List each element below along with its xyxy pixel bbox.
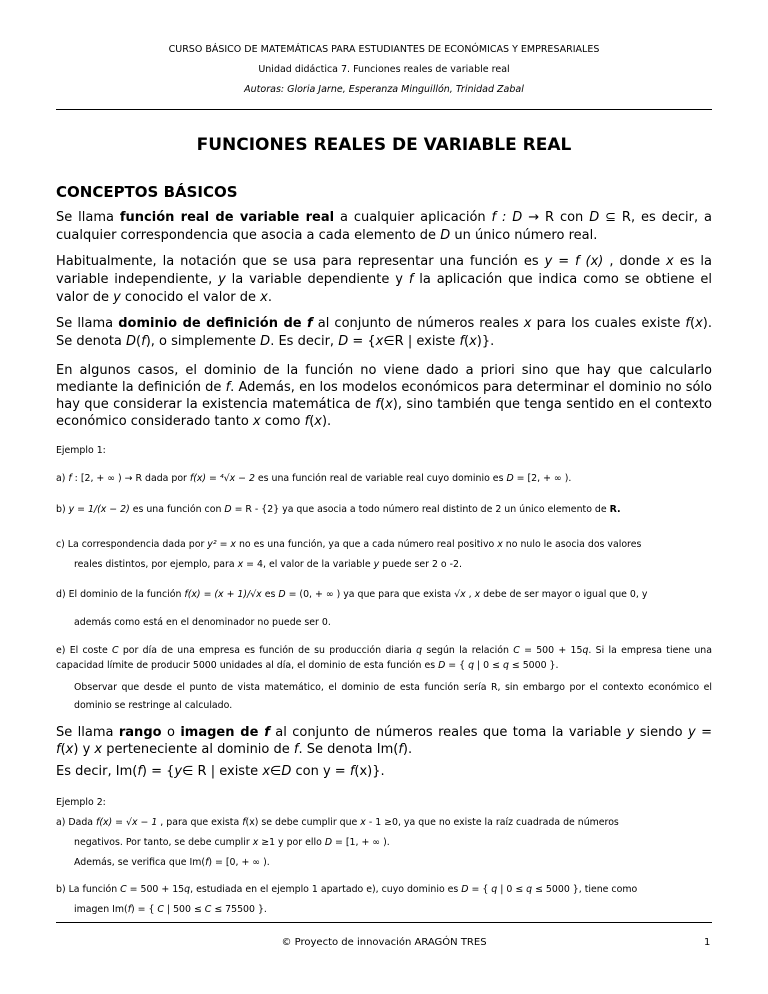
- example-1b: [56, 500, 712, 520]
- text-run: . Si la empresa tiene una capacidad límite de producir 5000 unidades al día, el dominio de esta función es: [56, 645, 712, 671]
- text-run: f: [293, 742, 299, 757]
- text-run: x: [237, 559, 244, 570]
- text-run: f: [408, 272, 414, 287]
- text-run: , estudiada en el ejemplo 1 apartado e), cuyo dominio es: [190, 884, 462, 895]
- text-run: f(x) = (x + 1)/√x: [184, 589, 262, 600]
- footer-divider: [56, 922, 712, 923]
- text-run: En algunos casos, el dominio de la función no viene dado a priori sino que hay que calcularlo mediante la definición de: [56, 363, 712, 395]
- text-run: x: [666, 254, 674, 269]
- text-run: b) La función: [56, 884, 121, 895]
- text-run: D: [506, 473, 514, 484]
- text-run: ).: [321, 414, 332, 429]
- text-run: = 500 + 15: [126, 884, 185, 895]
- text-run: a cualquier aplicación: [334, 210, 492, 225]
- text-run: , para que exista: [157, 817, 243, 828]
- text-run: . Es decir,: [270, 334, 339, 349]
- text-run: √x: [454, 589, 466, 600]
- text-run: es una función real de variable real cuyo dominio es: [254, 473, 507, 484]
- text-run: con y =: [291, 764, 350, 779]
- paragraph-definition: [56, 209, 712, 245]
- text-run: f: [137, 764, 142, 779]
- text-run: x: [360, 817, 366, 828]
- text-run: =: [695, 725, 713, 740]
- text-run: D: [338, 334, 349, 349]
- text-run: = (0, + ∞ ) ya que para que exista: [285, 589, 455, 600]
- example-1e: [56, 643, 712, 673]
- text-run: Se llama: [56, 725, 119, 740]
- text-run: f: [141, 334, 146, 349]
- text-run: R.: [609, 504, 621, 515]
- text-run: (: [136, 334, 142, 349]
- text-run: q: [502, 660, 509, 671]
- text-run: rango: [118, 725, 162, 740]
- text-run: x: [497, 539, 503, 550]
- text-run: ) = {: [141, 764, 175, 779]
- text-run: ≤ 5000 }.: [508, 660, 559, 671]
- text-run: puede ser 2 o -2.: [379, 559, 462, 570]
- text-run: no es una función, ya que a cada número real positivo: [235, 539, 498, 550]
- text-run: la variable dependiente y: [225, 272, 409, 287]
- text-run: | 0 ≤: [474, 660, 503, 671]
- header-divider: [56, 109, 712, 110]
- text-run: | 0 ≤: [497, 884, 527, 895]
- text-run: al conjunto de números reales: [312, 316, 524, 331]
- text-run: q: [582, 645, 589, 656]
- text-run: a) Dada: [56, 817, 97, 828]
- text-run: b): [56, 504, 69, 515]
- text-run: = [1, + ∞ ).: [332, 837, 390, 848]
- text-run: f: [459, 334, 465, 349]
- example-1c: [56, 535, 712, 555]
- text-run: = 4, el valor de la variable: [243, 559, 374, 570]
- text-run: y = 1/(x − 2): [68, 504, 130, 515]
- footer-text: © Proyecto de innovación ARAGÓN TRES: [281, 937, 487, 948]
- text-run: perteneciente al dominio de: [102, 742, 294, 757]
- text-run: es: [261, 589, 279, 600]
- text-run: ) = {: [131, 904, 158, 915]
- text-run: q: [468, 660, 475, 671]
- text-run: C: [120, 884, 127, 895]
- text-run: f : D: [491, 210, 523, 225]
- text-run: (: [60, 742, 66, 757]
- example-1d-cont: [74, 613, 712, 633]
- text-run: es la variable independiente,: [56, 254, 712, 287]
- text-run: imagen de: [180, 725, 265, 740]
- text-run: f: [375, 397, 380, 412]
- text-run: f: [68, 473, 72, 484]
- text-run: imagen Im(: [74, 904, 128, 915]
- text-run: D: [260, 334, 271, 349]
- text-run: ). Se denota: [56, 316, 712, 349]
- text-run: x: [260, 290, 268, 305]
- authors-header: Autoras: Gloria Jarne, Esperanza Minguillón, Trinidad Zabal: [244, 84, 524, 95]
- example-1d: [56, 585, 712, 605]
- text-run: f: [205, 857, 209, 868]
- text-run: x: [252, 837, 259, 848]
- text-run: ) y: [73, 742, 95, 757]
- text-run: q: [416, 645, 423, 656]
- text-run: y: [113, 290, 121, 305]
- text-run: = {: [445, 660, 469, 671]
- text-run: (: [380, 397, 386, 412]
- text-run: D: [278, 589, 286, 600]
- text-run: la aplicación que indica como se obtiene el valor de: [56, 272, 712, 305]
- text-run: función real de variable real: [119, 210, 335, 225]
- text-run: (x)}.: [354, 764, 385, 779]
- page-number: 1: [704, 937, 711, 948]
- example-2a-image: [74, 853, 712, 873]
- text-run: ∈: [270, 764, 282, 779]
- text-run: D: [281, 764, 292, 779]
- text-run: al conjunto de números reales que toma la variable: [269, 725, 627, 740]
- text-run: x: [385, 397, 393, 412]
- text-run: ≤ 75500 }.: [211, 904, 267, 915]
- text-run: D: [324, 837, 333, 848]
- text-run: f: [127, 904, 131, 915]
- text-run: ).: [402, 742, 413, 757]
- text-run: q: [526, 884, 533, 895]
- text-run: D: [126, 334, 137, 349]
- text-run: x: [252, 414, 261, 429]
- text-run: y: [688, 725, 696, 740]
- text-run: f: [242, 817, 246, 828]
- text-run: c) La correspondencia dada por: [56, 539, 208, 550]
- text-run: = {: [348, 334, 376, 349]
- text-run: reales distintos, por ejemplo, para: [74, 559, 238, 570]
- text-run: por día de una empresa es función de su producción diaria: [118, 645, 417, 656]
- text-run: x: [262, 764, 271, 779]
- section-heading: CONCEPTOS BÁSICOS: [56, 183, 238, 201]
- text-run: D: [461, 884, 469, 895]
- text-run: x: [65, 742, 74, 757]
- text-run: (: [464, 334, 470, 349]
- text-run: negativos. Por tanto, se debe cumplir: [74, 837, 253, 848]
- example-2-label: Ejemplo 2:: [56, 797, 106, 808]
- text-run: = 500 + 15: [519, 645, 583, 656]
- text-run: e) El coste: [56, 645, 113, 656]
- page-title: FUNCIONES REALES DE VARIABLE REAL: [196, 135, 572, 155]
- paragraph-domain: [56, 315, 712, 351]
- text-run: no nulo le asocia dos valores: [502, 539, 642, 550]
- text-run: (x) se debe cumplir que: [245, 817, 361, 828]
- text-run: f: [349, 764, 355, 779]
- text-run: debe de ser mayor o igual que 0, y: [480, 589, 648, 600]
- text-run: f: [304, 414, 310, 429]
- paragraph-notation: [56, 253, 712, 307]
- text-run: y: [174, 764, 183, 779]
- text-run: o: [161, 725, 181, 740]
- text-run: f: [225, 380, 231, 395]
- text-run: C: [112, 645, 119, 656]
- course-header: CURSO BÁSICO DE MATEMÁTICAS PARA ESTUDIANTES DE ECONÓMICAS Y EMPRESARIALES: [168, 44, 600, 55]
- text-run: , donde: [603, 254, 667, 269]
- text-run: f: [685, 316, 690, 331]
- text-run: ,: [465, 589, 475, 600]
- text-run: = R - {2} ya que asocia a todo número real distinto de 2 un único elemento de: [231, 504, 610, 515]
- text-run: D: [589, 210, 600, 225]
- text-run: x: [375, 334, 384, 349]
- text-run: D: [440, 228, 451, 243]
- text-run: q: [184, 884, 191, 895]
- example-2a-cont: [74, 833, 712, 853]
- text-run: f(x) = √x − 1: [96, 817, 158, 828]
- text-run: es una función con: [129, 504, 225, 515]
- text-run: ≥1 y por ello: [258, 837, 325, 848]
- text-run: un único número real.: [450, 228, 598, 243]
- text-run: f: [398, 742, 403, 757]
- example-2b: [56, 880, 712, 900]
- paragraph-domain-cases: [56, 362, 712, 430]
- example-1c-cont: [74, 555, 712, 575]
- text-run: ), sino también que tenga sentido en el contexto económico considerado tanto: [56, 397, 712, 429]
- text-run: x: [469, 334, 477, 349]
- text-run: → R con: [522, 210, 590, 225]
- text-run: d) El dominio de la función: [56, 589, 185, 600]
- text-run: = {: [468, 884, 492, 895]
- text-run: q: [491, 884, 498, 895]
- text-run: Además, se verifica que Im(: [74, 857, 206, 868]
- text-run: Observar que desde el punto de vista matemático, el dominio de esta función sería R, sin embargo por el contexto económico el dominio se restringe al calculado.: [74, 682, 712, 711]
- text-run: x: [94, 742, 103, 757]
- example-1e-observation: [74, 679, 712, 715]
- text-run: como: [260, 414, 305, 429]
- text-run: . Además, en los modelos económicos para determinar el dominio no sólo hay que considerar la existencia matemática de: [56, 380, 712, 412]
- text-run: )}.: [476, 334, 495, 349]
- text-run: y = f (x): [544, 254, 604, 269]
- text-run: x: [523, 316, 532, 331]
- paragraph-range-formal: [56, 763, 712, 781]
- text-run: y: [218, 272, 226, 287]
- text-run: f(x) = ⁴√x − 2: [189, 473, 255, 484]
- text-run: a): [56, 473, 69, 484]
- text-run: dominio de definición de: [118, 316, 308, 331]
- text-run: D: [224, 504, 232, 515]
- text-run: C: [513, 645, 520, 656]
- text-run: : [2, + ∞ ) → R dada por: [71, 473, 190, 484]
- text-run: D: [438, 660, 446, 671]
- text-run: Se llama: [56, 316, 119, 331]
- text-run: siendo: [634, 725, 689, 740]
- text-run: x: [314, 414, 322, 429]
- text-run: Se llama: [56, 210, 120, 225]
- text-run: ∈ R | existe: [182, 764, 263, 779]
- example-2b-cont: [74, 900, 712, 920]
- text-run: ) = [0, + ∞ ).: [208, 857, 270, 868]
- text-run: según la relación: [422, 645, 514, 656]
- unit-header: Unidad didáctica 7. Funciones reales de variable real: [258, 64, 510, 75]
- text-run: x: [695, 316, 703, 331]
- text-run: y² = x: [207, 539, 236, 550]
- text-run: f: [307, 316, 313, 331]
- text-run: ), o simplemente: [145, 334, 261, 349]
- text-run: f: [264, 725, 270, 740]
- text-run: .: [267, 290, 272, 305]
- text-run: y: [373, 559, 380, 570]
- text-run: . Se denota Im(: [298, 742, 399, 757]
- example-1a: [56, 469, 712, 489]
- text-run: x: [474, 589, 481, 600]
- paragraph-range: [56, 724, 712, 758]
- text-run: | 500 ≤: [163, 904, 205, 915]
- text-run: (: [690, 316, 696, 331]
- example-2a: [56, 813, 712, 833]
- text-run: (: [309, 414, 315, 429]
- text-run: ∈R | existe: [383, 334, 460, 349]
- text-run: C: [204, 904, 212, 915]
- text-run: conocido el valor de: [120, 290, 261, 305]
- text-run: además como está en el denominador no puede ser 0.: [74, 617, 331, 628]
- text-run: - 1 ≥0, ya que no existe la raíz cuadrada de números: [365, 817, 619, 828]
- text-run: ⊆ R, es decir, a cualquier correspondencia que asocia a cada elemento de: [56, 210, 712, 243]
- text-run: para los cuales existe: [531, 316, 686, 331]
- text-run: C: [157, 904, 164, 915]
- example-1-label: Ejemplo 1:: [56, 445, 106, 456]
- text-run: Es decir, Im(: [56, 764, 138, 779]
- text-run: ≤ 5000 }, tiene como: [532, 884, 638, 895]
- text-run: f: [56, 742, 61, 757]
- text-run: Habitualmente, la notación que se usa para representar una función es: [56, 254, 545, 269]
- text-run: = [2, + ∞ ).: [513, 473, 572, 484]
- text-run: y: [626, 725, 635, 740]
